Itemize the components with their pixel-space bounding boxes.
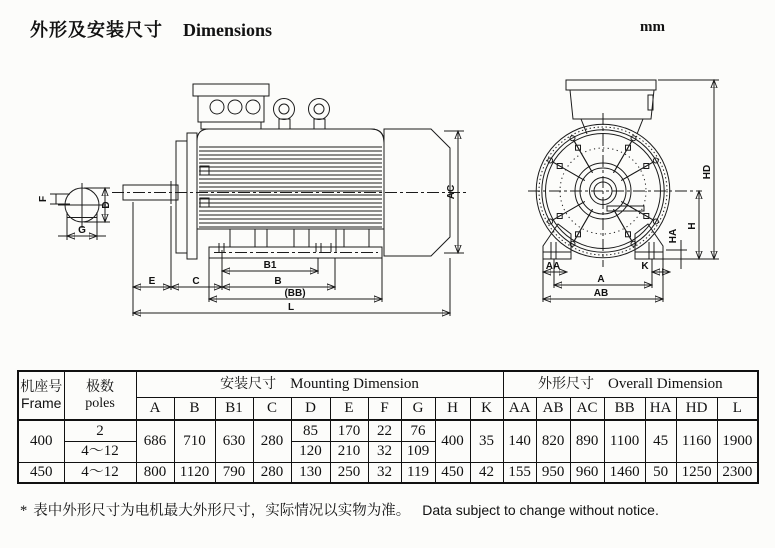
dim-label-ac: AC [446, 184, 457, 200]
dim-label-l: L [287, 302, 295, 313]
col-header-f: F [368, 397, 401, 420]
col-header-bb: BB [604, 397, 645, 420]
dim-label-b1: B1 [263, 260, 277, 271]
cell-450-L: 2300 [717, 462, 758, 483]
col-header-l: L [717, 397, 758, 420]
header-poles [64, 371, 136, 420]
page-title-cn: 外形及安装尺寸 [30, 20, 163, 40]
side-view-drawing [112, 84, 468, 316]
dim-label-f: F [38, 195, 49, 203]
shaft-detail-dimensions [38, 188, 112, 240]
col-header-g: G [401, 397, 435, 420]
dim-label-b: B [274, 276, 282, 287]
col-header-ab: AB [536, 397, 570, 420]
header-frame-cn: 机座号 [20, 380, 63, 396]
cell-450-HA: 50 [645, 462, 676, 483]
header-overall-cn: 外形尺寸 [538, 377, 595, 392]
cell-450-AB: 950 [536, 462, 570, 483]
unit-label: mm [640, 19, 665, 35]
header-mounting-dimension [136, 371, 503, 397]
cell-400-412p-D: 120 [291, 441, 330, 462]
cell-400-B1: 630 [215, 420, 253, 462]
cell-450-BB: 1460 [604, 462, 645, 483]
dim-label-h: H [687, 222, 698, 230]
cell-450-A: 800 [136, 462, 174, 483]
header-mounting-cn: 安装尺寸 [220, 377, 277, 392]
dim-label-hd: HD [702, 164, 713, 180]
footnote-text-en: Data subject to change without notice. [422, 502, 659, 518]
cell-450-B: 1120 [174, 462, 215, 483]
footnote [20, 499, 659, 520]
cell-450-C: 280 [253, 462, 291, 483]
header-poles-en: poles [85, 395, 115, 411]
dim-label-ab: AB [593, 288, 609, 299]
cell-400-B: 710 [174, 420, 215, 462]
dimension-table [17, 370, 759, 484]
col-header-ha: HA [645, 397, 676, 420]
cell-450-D: 130 [291, 462, 330, 483]
page-title-en: Dimensions [183, 20, 273, 40]
cell-400-BB: 1100 [604, 420, 645, 462]
cell-450-HD: 1250 [676, 462, 717, 483]
shaft-section-detail [38, 183, 112, 240]
dim-label-c: C [192, 276, 200, 287]
dim-label-aa: AA [545, 261, 561, 272]
cell-400-2p-D: 85 [291, 420, 330, 441]
cell-400-AB: 820 [536, 420, 570, 462]
col-header-e: E [330, 397, 368, 420]
cell-frame-450: 450 [18, 462, 64, 483]
cell-450-AA: 155 [503, 462, 536, 483]
cell-400-A: 686 [136, 420, 174, 462]
cell-450-E: 250 [330, 462, 368, 483]
col-header-a: A [136, 397, 174, 420]
dim-label-ha: HA [668, 228, 679, 244]
col-header-b: B [174, 397, 215, 420]
cell-450-H: 450 [435, 462, 470, 483]
cell-400-HD: 1160 [676, 420, 717, 462]
col-header-h: H [435, 397, 470, 420]
dim-label-k: K [641, 261, 649, 272]
header-frame [18, 371, 64, 420]
header-poles-cn: 极数 [86, 380, 114, 396]
cell-450-K: 42 [470, 462, 503, 483]
col-header-k: K [470, 397, 503, 420]
cell-400-AA: 140 [503, 420, 536, 462]
col-header-ac: AC [570, 397, 604, 420]
front-view-drawing [528, 80, 719, 302]
cell-450-F: 32 [368, 462, 401, 483]
cell-400-HA: 45 [645, 420, 676, 462]
cell-400-K: 35 [470, 420, 503, 462]
cell-poles-2: 2 [64, 420, 136, 441]
header-mounting-en: Mounting Dimension [290, 376, 419, 392]
col-header-d: D [291, 397, 330, 420]
col-header-b1: B1 [215, 397, 253, 420]
cell-400-2p-G: 76 [401, 420, 435, 441]
dim-label-g: G [78, 225, 86, 236]
table-row-450 [18, 462, 758, 483]
col-header-aa: AA [503, 397, 536, 420]
cell-frame-400: 400 [18, 420, 64, 462]
cell-450-G: 119 [401, 462, 435, 483]
dim-label-d: D [101, 201, 112, 209]
cell-400-412p-E: 210 [330, 441, 368, 462]
cell-400-L: 1900 [717, 420, 758, 462]
dim-label-a: A [597, 274, 605, 285]
cell-400-2p-F: 22 [368, 420, 401, 441]
footnote-text-cn: 表中外形尺寸为电机最大外形尺寸，实际情况以实物为准。 [33, 503, 411, 519]
dim-label-bb: (BB) [284, 288, 306, 299]
header-frame-en: Frame [21, 394, 62, 411]
footnote-marker: * [20, 503, 28, 519]
col-header-c: C [253, 397, 291, 420]
table-row-400-2p [18, 420, 758, 441]
cell-450-B1: 790 [215, 462, 253, 483]
dim-label-e: E [148, 276, 156, 287]
cell-400-H: 400 [435, 420, 470, 462]
cell-400-412p-G: 109 [401, 441, 435, 462]
cell-450-poles: 4～12 [64, 462, 136, 483]
cell-400-C: 280 [253, 420, 291, 462]
col-header-hd: HD [676, 397, 717, 420]
header-overall-en: Overall Dimension [608, 376, 723, 392]
cell-400-AC: 890 [570, 420, 604, 462]
cell-poles-412: 4～12 [64, 441, 136, 462]
cell-400-412p-F: 32 [368, 441, 401, 462]
header-overall-dimension [503, 371, 758, 397]
cell-450-AC: 960 [570, 462, 604, 483]
cell-400-2p-E: 170 [330, 420, 368, 441]
